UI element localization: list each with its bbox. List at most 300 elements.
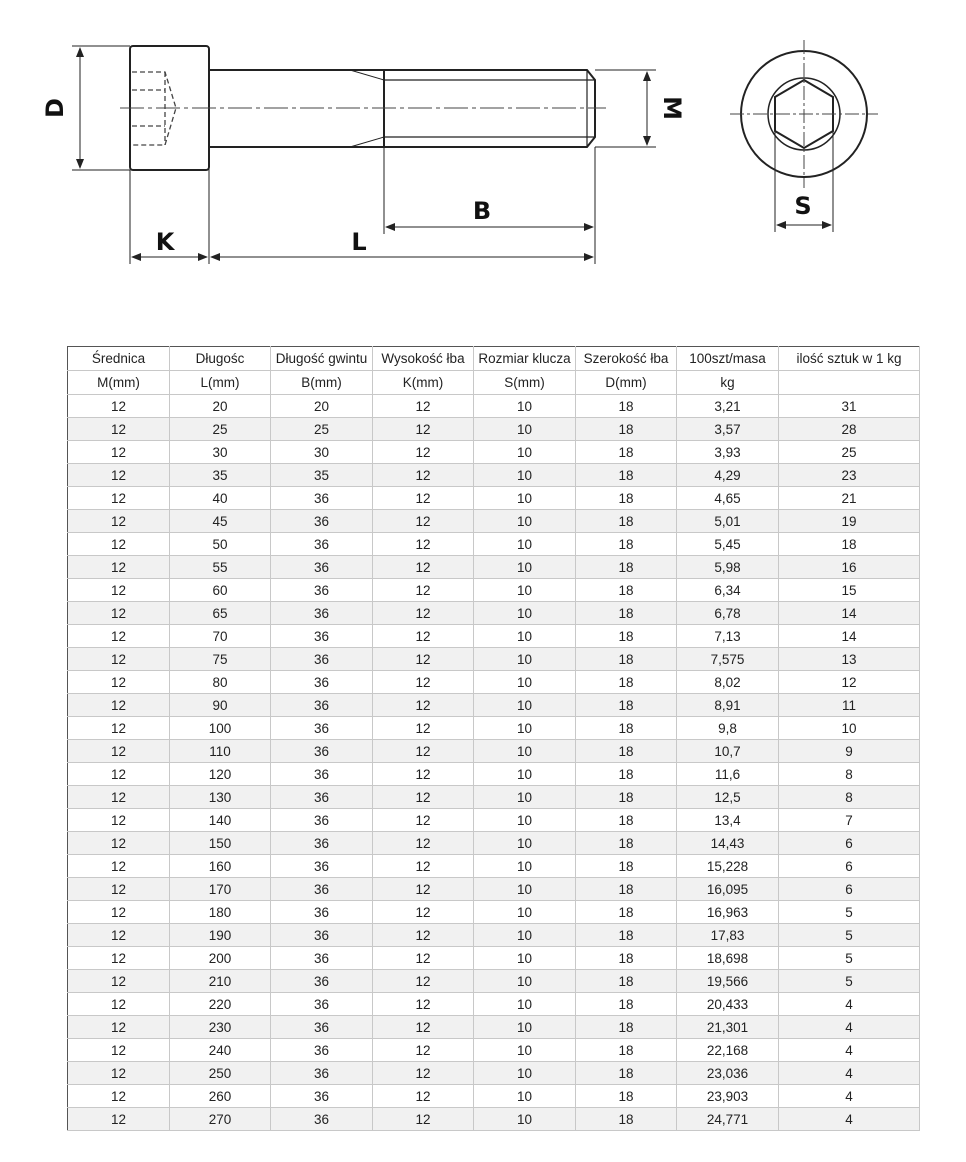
table-cell: 10 [474, 533, 576, 556]
table-cell: 10 [474, 648, 576, 671]
label-S: S [794, 192, 812, 220]
table-cell: 10 [474, 1016, 576, 1039]
table-cell: 36 [271, 671, 373, 694]
table-cell: 10 [474, 579, 576, 602]
table-cell: 12 [373, 510, 474, 533]
table-cell: 10 [474, 947, 576, 970]
unit-cell: kg [677, 371, 779, 395]
table-cell: 12 [68, 901, 170, 924]
table-cell: 18 [576, 671, 677, 694]
table-cell: 12 [373, 878, 474, 901]
table-cell: 36 [271, 970, 373, 993]
unit-cell: B(mm) [271, 371, 373, 395]
table-row [68, 648, 920, 671]
table-cell: 3,93 [677, 441, 779, 464]
table-cell: 12 [68, 671, 170, 694]
table-cell: 4,65 [677, 487, 779, 510]
table-cell: 36 [271, 901, 373, 924]
table-cell: 18 [576, 786, 677, 809]
table-cell: 36 [271, 878, 373, 901]
table-cell: 10 [474, 487, 576, 510]
table-cell: 36 [271, 763, 373, 786]
table-cell: 12 [373, 809, 474, 832]
table-cell: 36 [271, 924, 373, 947]
unit-cell: D(mm) [576, 371, 677, 395]
table-cell: 18 [576, 441, 677, 464]
table-cell: 36 [271, 487, 373, 510]
table-cell: 20 [170, 395, 271, 418]
table-row [68, 901, 920, 924]
unit-cell: M(mm) [68, 371, 170, 395]
table-cell: 5,45 [677, 533, 779, 556]
table-cell: 12 [373, 786, 474, 809]
table-cell: 75 [170, 648, 271, 671]
table-cell: 18 [576, 740, 677, 763]
table-cell: 18 [576, 855, 677, 878]
table-cell: 260 [170, 1085, 271, 1108]
table-cell: 190 [170, 924, 271, 947]
table-cell: 60 [170, 579, 271, 602]
table-cell: 10 [474, 763, 576, 786]
table-cell: 13 [779, 648, 920, 671]
table-cell: 7 [779, 809, 920, 832]
table-cell: 50 [170, 533, 271, 556]
table-cell: 18 [576, 694, 677, 717]
table-cell: 12 [373, 1108, 474, 1131]
table-cell: 10 [474, 671, 576, 694]
table-cell: 12 [68, 648, 170, 671]
table-cell: 36 [271, 786, 373, 809]
table-row [68, 763, 920, 786]
table-cell: 23,903 [677, 1085, 779, 1108]
table-cell: 12 [68, 1062, 170, 1085]
table-cell: 14 [779, 602, 920, 625]
table-cell: 10 [474, 970, 576, 993]
table-cell: 10 [474, 809, 576, 832]
table-header [68, 347, 920, 395]
table-cell: 18 [576, 1108, 677, 1131]
table-cell: 10 [474, 878, 576, 901]
table-cell: 12 [68, 947, 170, 970]
table-row [68, 533, 920, 556]
table-cell: 12 [68, 625, 170, 648]
table-row [68, 625, 920, 648]
header-cell: 100szt/masa [677, 347, 779, 371]
table-cell: 16 [779, 556, 920, 579]
table-cell: 9 [779, 740, 920, 763]
table-cell: 13,4 [677, 809, 779, 832]
table-cell: 12 [373, 1085, 474, 1108]
table-cell: 130 [170, 786, 271, 809]
table-cell: 10 [474, 855, 576, 878]
table-cell: 10 [474, 510, 576, 533]
table-row [68, 740, 920, 763]
table-cell: 17,83 [677, 924, 779, 947]
table-cell: 12 [779, 671, 920, 694]
table-cell: 18 [576, 901, 677, 924]
table-cell: 10 [474, 832, 576, 855]
table-cell: 10 [474, 924, 576, 947]
label-M: M [658, 96, 686, 120]
table-cell: 3,57 [677, 418, 779, 441]
label-K: K [155, 228, 175, 256]
unit-cell: K(mm) [373, 371, 474, 395]
unit-cell [779, 371, 920, 395]
table-row [68, 556, 920, 579]
table-cell: 8,91 [677, 694, 779, 717]
table-cell: 12 [68, 395, 170, 418]
table-row [68, 395, 920, 418]
table-cell: 12 [373, 993, 474, 1016]
table-cell: 250 [170, 1062, 271, 1085]
table-cell: 36 [271, 602, 373, 625]
table-row [68, 602, 920, 625]
table-cell: 5,01 [677, 510, 779, 533]
table-cell: 12 [373, 648, 474, 671]
table-cell: 30 [271, 441, 373, 464]
table-cell: 36 [271, 579, 373, 602]
table-cell: 12 [68, 556, 170, 579]
table-cell: 18 [576, 556, 677, 579]
table-cell: 40 [170, 487, 271, 510]
table-cell: 18 [576, 1062, 677, 1085]
table-cell: 12 [68, 510, 170, 533]
table-cell: 10,7 [677, 740, 779, 763]
table-cell: 12 [373, 763, 474, 786]
table-cell: 3,21 [677, 395, 779, 418]
table-cell: 12 [373, 924, 474, 947]
table-cell: 36 [271, 1016, 373, 1039]
table-cell: 10 [474, 786, 576, 809]
table-cell: 21 [779, 487, 920, 510]
table-cell: 18 [576, 625, 677, 648]
table-cell: 28 [779, 418, 920, 441]
table-cell: 12 [68, 418, 170, 441]
table-cell: 6 [779, 855, 920, 878]
table-cell: 16,095 [677, 878, 779, 901]
table-cell: 18 [576, 1016, 677, 1039]
table-cell: 12 [68, 924, 170, 947]
header-cell: Wysokość łba [373, 347, 474, 371]
table-row [68, 694, 920, 717]
table-cell: 4,29 [677, 464, 779, 487]
table-cell: 35 [170, 464, 271, 487]
table-cell: 36 [271, 993, 373, 1016]
table-cell: 10 [474, 1108, 576, 1131]
table-cell: 36 [271, 809, 373, 832]
table-cell: 12 [68, 717, 170, 740]
table-cell: 6 [779, 878, 920, 901]
table-cell: 12 [373, 418, 474, 441]
table-row [68, 1016, 920, 1039]
table-cell: 36 [271, 1062, 373, 1085]
table-cell: 180 [170, 901, 271, 924]
table-cell: 21,301 [677, 1016, 779, 1039]
table-cell: 12 [373, 717, 474, 740]
label-L: L [351, 228, 367, 256]
table-cell: 36 [271, 717, 373, 740]
table-cell: 90 [170, 694, 271, 717]
table-cell: 12 [373, 487, 474, 510]
table-cell: 12 [68, 786, 170, 809]
table-cell: 18 [576, 510, 677, 533]
table-cell: 4 [779, 1039, 920, 1062]
table-cell: 12 [68, 533, 170, 556]
table-cell: 12 [373, 855, 474, 878]
table-cell: 12 [373, 464, 474, 487]
table-cell: 12 [68, 1039, 170, 1062]
table-cell: 12 [68, 602, 170, 625]
table-cell: 23 [779, 464, 920, 487]
table-cell: 4 [779, 1108, 920, 1131]
table-cell: 36 [271, 625, 373, 648]
table-cell: 12 [373, 1062, 474, 1085]
table-cell: 10 [474, 1085, 576, 1108]
table-cell: 36 [271, 1085, 373, 1108]
table-cell: 12 [373, 947, 474, 970]
table-cell: 12 [68, 832, 170, 855]
table-row [68, 878, 920, 901]
table-cell: 18 [576, 579, 677, 602]
table-row [68, 855, 920, 878]
table-cell: 36 [271, 947, 373, 970]
unit-cell: S(mm) [474, 371, 576, 395]
table-cell: 10 [474, 694, 576, 717]
table-row [68, 1108, 920, 1131]
table-cell: 36 [271, 510, 373, 533]
table-cell: 12 [373, 694, 474, 717]
table-row [68, 970, 920, 993]
units-row [68, 371, 920, 395]
table-cell: 18 [576, 395, 677, 418]
header-cell: Szerokość łba [576, 347, 677, 371]
table-cell: 20 [271, 395, 373, 418]
table-cell: 5 [779, 901, 920, 924]
table-cell: 36 [271, 533, 373, 556]
table-cell: 210 [170, 970, 271, 993]
table-cell: 12 [373, 395, 474, 418]
table-cell: 230 [170, 1016, 271, 1039]
table-cell: 18 [576, 533, 677, 556]
table-cell: 18,698 [677, 947, 779, 970]
table-cell: 4 [779, 1062, 920, 1085]
table-cell: 200 [170, 947, 271, 970]
screw-end-view [730, 40, 878, 188]
table-cell: 12 [373, 533, 474, 556]
table-row [68, 671, 920, 694]
header-cell: Długość gwintu [271, 347, 373, 371]
table-cell: 10 [474, 1062, 576, 1085]
table-cell: 20,433 [677, 993, 779, 1016]
table-cell: 25 [271, 418, 373, 441]
table-cell: 15,228 [677, 855, 779, 878]
table-row [68, 1085, 920, 1108]
table-cell: 12 [68, 740, 170, 763]
table-cell: 10 [474, 464, 576, 487]
table-cell: 12 [68, 579, 170, 602]
table-row [68, 487, 920, 510]
table-cell: 12 [373, 602, 474, 625]
table-row [68, 1062, 920, 1085]
header-cell: ilość sztuk w 1 kg [779, 347, 920, 371]
table-cell: 18 [576, 602, 677, 625]
table-cell: 140 [170, 809, 271, 832]
table-cell: 25 [779, 441, 920, 464]
table-cell: 12 [68, 487, 170, 510]
table-cell: 14,43 [677, 832, 779, 855]
table-cell: 110 [170, 740, 271, 763]
table-cell: 100 [170, 717, 271, 740]
table-cell: 12 [68, 809, 170, 832]
table-cell: 160 [170, 855, 271, 878]
table-cell: 12 [373, 441, 474, 464]
table-cell: 30 [170, 441, 271, 464]
table-cell: 18 [576, 924, 677, 947]
table-cell: 25 [170, 418, 271, 441]
table-cell: 12 [373, 671, 474, 694]
table-cell: 12 [68, 855, 170, 878]
table-cell: 12 [373, 625, 474, 648]
table-cell: 12 [68, 1108, 170, 1131]
table-row [68, 832, 920, 855]
table-cell: 11,6 [677, 763, 779, 786]
table-cell: 36 [271, 1108, 373, 1131]
table-cell: 9,8 [677, 717, 779, 740]
table-cell: 12 [373, 740, 474, 763]
table-cell: 36 [271, 694, 373, 717]
table-row [68, 579, 920, 602]
table-cell: 5 [779, 970, 920, 993]
header-cell: Długośc [170, 347, 271, 371]
table-row [68, 418, 920, 441]
table-cell: 19 [779, 510, 920, 533]
table-cell: 12 [68, 878, 170, 901]
table-cell: 19,566 [677, 970, 779, 993]
table-cell: 6 [779, 832, 920, 855]
table-cell: 12 [68, 993, 170, 1016]
table-cell: 65 [170, 602, 271, 625]
table-cell: 11 [779, 694, 920, 717]
table-cell: 23,036 [677, 1062, 779, 1085]
table-cell: 120 [170, 763, 271, 786]
table-row [68, 947, 920, 970]
table-cell: 170 [170, 878, 271, 901]
table-row [68, 993, 920, 1016]
table-cell: 70 [170, 625, 271, 648]
table-cell: 36 [271, 740, 373, 763]
table-cell: 4 [779, 1085, 920, 1108]
table-cell: 18 [576, 763, 677, 786]
header-cell: Rozmiar klucza [474, 347, 576, 371]
table-cell: 12 [68, 441, 170, 464]
table-row [68, 464, 920, 487]
table-cell: 18 [576, 1085, 677, 1108]
table-cell: 18 [576, 1039, 677, 1062]
table-cell: 18 [576, 418, 677, 441]
table-row [68, 717, 920, 740]
header-cell: Średnica [68, 347, 170, 371]
header-row [68, 347, 920, 371]
table-cell: 10 [474, 717, 576, 740]
table-cell: 8 [779, 763, 920, 786]
table-cell: 18 [576, 832, 677, 855]
table-cell: 5,98 [677, 556, 779, 579]
table-row [68, 924, 920, 947]
table-cell: 8 [779, 786, 920, 809]
table-cell: 12 [68, 1085, 170, 1108]
table-cell: 12 [373, 901, 474, 924]
table-cell: 12 [373, 832, 474, 855]
table-cell: 18 [576, 970, 677, 993]
table-cell: 240 [170, 1039, 271, 1062]
table-cell: 7,13 [677, 625, 779, 648]
table-cell: 12 [373, 1016, 474, 1039]
table-row [68, 786, 920, 809]
table-row [68, 441, 920, 464]
table-cell: 18 [576, 947, 677, 970]
table-cell: 6,34 [677, 579, 779, 602]
table-cell: 36 [271, 1039, 373, 1062]
table-cell: 7,575 [677, 648, 779, 671]
table-cell: 12 [373, 579, 474, 602]
table-cell: 24,771 [677, 1108, 779, 1131]
table-row [68, 809, 920, 832]
table-cell: 55 [170, 556, 271, 579]
table-cell: 150 [170, 832, 271, 855]
table-cell: 18 [576, 648, 677, 671]
table-cell: 31 [779, 395, 920, 418]
table-cell: 10 [474, 740, 576, 763]
table-cell: 16,963 [677, 901, 779, 924]
table-cell: 12 [68, 464, 170, 487]
table-body [68, 395, 920, 1131]
table-cell: 18 [576, 809, 677, 832]
table-cell: 10 [779, 717, 920, 740]
table-cell: 10 [474, 395, 576, 418]
table-cell: 36 [271, 556, 373, 579]
table-cell: 36 [271, 648, 373, 671]
table-cell: 18 [576, 717, 677, 740]
screw-spec-table [67, 346, 920, 1131]
table-cell: 4 [779, 1016, 920, 1039]
table-cell: 220 [170, 993, 271, 1016]
table-cell: 18 [576, 878, 677, 901]
table-cell: 10 [474, 556, 576, 579]
table-cell: 15 [779, 579, 920, 602]
table-cell: 5 [779, 947, 920, 970]
table-cell: 270 [170, 1108, 271, 1131]
table-cell: 10 [474, 993, 576, 1016]
table-cell: 6,78 [677, 602, 779, 625]
table-cell: 18 [576, 464, 677, 487]
table-cell: 12 [68, 694, 170, 717]
screw-technical-drawing [0, 0, 966, 300]
thread-runout-top [350, 70, 384, 80]
thread-runout-bottom [350, 137, 384, 147]
table-cell: 8,02 [677, 671, 779, 694]
table-cell: 80 [170, 671, 271, 694]
table-cell: 10 [474, 901, 576, 924]
table-cell: 10 [474, 441, 576, 464]
table-cell: 12 [373, 1039, 474, 1062]
table-cell: 12 [373, 556, 474, 579]
table-cell: 45 [170, 510, 271, 533]
table-cell: 22,168 [677, 1039, 779, 1062]
table-row [68, 510, 920, 533]
table-cell: 36 [271, 832, 373, 855]
table-cell: 10 [474, 625, 576, 648]
table-cell: 18 [576, 993, 677, 1016]
